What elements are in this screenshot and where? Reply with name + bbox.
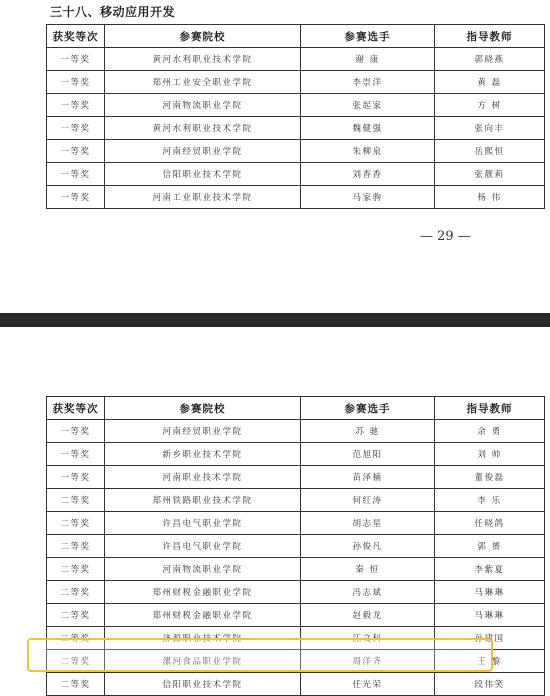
header-contestant: 参赛选手 (301, 25, 435, 48)
table-row (47, 443, 545, 466)
table-row (47, 163, 545, 186)
header-award-level: 获奖等次 (47, 25, 105, 48)
cell-school: 河南工业职业技术学院 (105, 186, 301, 209)
cell-award-level: 一等奖 (47, 163, 105, 186)
cell-school: 新乡职业技术学院 (105, 443, 301, 466)
table-row (47, 535, 545, 558)
cell-award-level: 一等奖 (47, 71, 105, 94)
cell-contestant: 李崇洋 (301, 71, 435, 94)
header-contestant: 参赛选手 (301, 397, 435, 420)
cell-award-level: 一等奖 (47, 186, 105, 209)
cell-contestant: 刘香香 (301, 163, 435, 186)
cell-award-level: 二等奖 (47, 604, 105, 627)
cell-school: 河南经贸职业学院 (105, 140, 301, 163)
table-row (47, 140, 545, 163)
cell-contestant: 胡志星 (301, 512, 435, 535)
cell-instructor: 马琳琳 (435, 581, 545, 604)
table-row-highlighted (47, 650, 545, 673)
cell-school: 河南物流职业学院 (105, 558, 301, 581)
cell-school: 郑州工业安全职业学院 (105, 71, 301, 94)
cell-contestant: 任光荣 (301, 673, 435, 696)
cell-contestant: 苗泽楠 (301, 466, 435, 489)
cell-school: 郑州铁路职业技术学院 (105, 489, 301, 512)
cell-instructor: 李紫夏 (435, 558, 545, 581)
cell-school: 许昌电气职业学院 (105, 512, 301, 535)
table-row (47, 117, 545, 140)
table-row (47, 48, 545, 71)
cell-school: 河南物流职业学院 (105, 94, 301, 117)
table-header-row (47, 25, 545, 48)
cell-instructor: 马琳琳 (435, 604, 545, 627)
table-row (47, 673, 545, 696)
cell-instructor: 张向丰 (435, 117, 545, 140)
header-award-level: 获奖等次 (47, 397, 105, 420)
document-page-29 (0, 0, 550, 313)
cell-instructor: 王 黎 (435, 650, 545, 673)
cell-school: 黄河水利职业技术学院 (105, 48, 301, 71)
cell-award-level: 一等奖 (47, 420, 105, 443)
table-row (47, 558, 545, 581)
cell-instructor: 方 树 (435, 94, 545, 117)
table-row (47, 627, 545, 650)
page-separator (0, 313, 550, 327)
cell-contestant: 魏健强 (301, 117, 435, 140)
cell-award-level: 二等奖 (47, 673, 105, 696)
table-header-row (47, 397, 545, 420)
cell-instructor: 杨 伟 (435, 186, 545, 209)
cell-contestant: 马家驹 (301, 186, 435, 209)
cell-award-level: 一等奖 (47, 140, 105, 163)
cell-award-level: 一等奖 (47, 48, 105, 71)
cell-school: 漯河食品职业学院 (105, 650, 301, 673)
table-row (47, 466, 545, 489)
cell-contestant: 赵毅龙 (301, 604, 435, 627)
header-school: 参赛院校 (105, 397, 301, 420)
cell-instructor: 董俊磊 (435, 466, 545, 489)
cell-award-level: 二等奖 (47, 512, 105, 535)
cell-school: 信阳职业技术学院 (105, 163, 301, 186)
cell-contestant: 谢 康 (301, 48, 435, 71)
cell-contestant: 朱柳泉 (301, 140, 435, 163)
cell-contestant: 张起家 (301, 94, 435, 117)
cell-school: 许昌电气职业学院 (105, 535, 301, 558)
cell-instructor: 段伟笑 (435, 673, 545, 696)
cell-contestant: 秦 恒 (301, 558, 435, 581)
cell-school: 郑州财税金融职业学院 (105, 581, 301, 604)
cell-instructor: 刘 帅 (435, 443, 545, 466)
cell-contestant: 范旭阳 (301, 443, 435, 466)
cell-instructor: 孙建国 (435, 627, 545, 650)
cell-school: 河南经贸职业学院 (105, 420, 301, 443)
cell-award-level: 二等奖 (47, 489, 105, 512)
award-table-page-2 (46, 396, 545, 696)
cell-school: 济源职业技术学院 (105, 627, 301, 650)
table-row (47, 604, 545, 627)
cell-instructor: 余 勇 (435, 420, 545, 443)
table-row (47, 581, 545, 604)
cell-instructor: 任晓鸽 (435, 512, 545, 535)
cell-contestant: 周洋齐 (301, 650, 435, 673)
cell-school: 黄河水利职业技术学院 (105, 117, 301, 140)
cell-award-level: 一等奖 (47, 443, 105, 466)
cell-instructor: 岳熙恒 (435, 140, 545, 163)
table-row (47, 71, 545, 94)
cell-contestant: 江文科 (301, 627, 435, 650)
table-row (47, 94, 545, 117)
cell-school: 信阳职业技术学院 (105, 673, 301, 696)
cell-contestant: 孙俊凡 (301, 535, 435, 558)
cell-award-level: 二等奖 (47, 650, 105, 673)
cell-contestant: 苏 驰 (301, 420, 435, 443)
cell-award-level: 一等奖 (47, 466, 105, 489)
cell-school: 河南职业技术学院 (105, 466, 301, 489)
cell-instructor: 郭晓燕 (435, 48, 545, 71)
cell-award-level: 二等奖 (47, 627, 105, 650)
table-row (47, 489, 545, 512)
table-row (47, 186, 545, 209)
cell-instructor: 黄 磊 (435, 71, 545, 94)
cell-school: 郑州财税金融职业学院 (105, 604, 301, 627)
cell-award-level: 二等奖 (47, 535, 105, 558)
section-title: 三十八、移动应用开发 (50, 5, 176, 19)
cell-award-level: 一等奖 (47, 117, 105, 140)
cell-contestant: 冯志斌 (301, 581, 435, 604)
table-row (47, 512, 545, 535)
document-page-30 (0, 327, 550, 694)
cell-contestant: 何红涛 (301, 489, 435, 512)
cell-award-level: 二等奖 (47, 581, 105, 604)
cell-award-level: 二等奖 (47, 558, 105, 581)
cell-instructor: 郭 赟 (435, 535, 545, 558)
header-instructor: 指导教师 (435, 25, 545, 48)
cell-instructor: 李 乐 (435, 489, 545, 512)
header-school: 参赛院校 (105, 25, 301, 48)
cell-award-level: 一等奖 (47, 94, 105, 117)
award-table-page-1 (46, 24, 545, 209)
cell-instructor: 张靓莉 (435, 163, 545, 186)
header-instructor: 指导教师 (435, 397, 545, 420)
page-number: — 29 — (420, 229, 471, 244)
table-row (47, 420, 545, 443)
